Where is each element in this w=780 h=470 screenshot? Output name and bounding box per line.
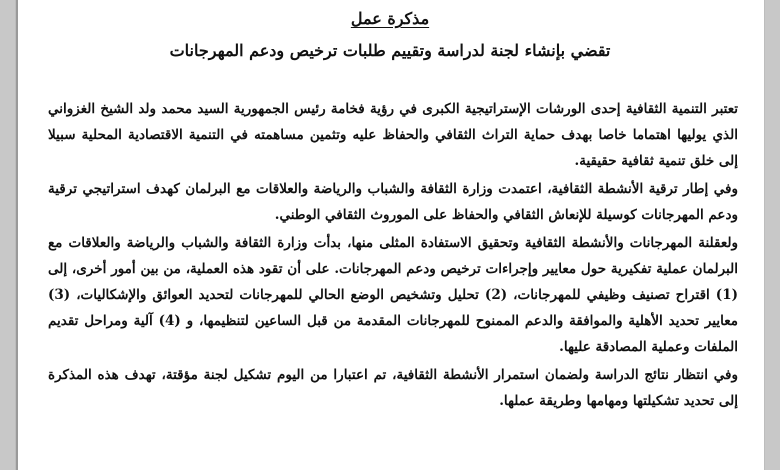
memo-body xyxy=(48,96,738,416)
page-edge xyxy=(16,0,18,470)
paragraph-festival-rationalization: ولعقلنة المهرجانات والأنشطة الثقافية وتحقيق الاستفادة المثلى منها، بدأت وزارة الثقافة والشباب والرياضة والعلاقات مع البرلمان عملية تفكيرية حول معايير وإجراءات ترخيص ودعم المهرجانات. على أن تقود هذه العملية، من بين أمور أخرى، إلى (1) اقتراح تصنيف وظيفي للمهرجانات، (2) تحليل وتشخيص الوضع الحالي للمهرجانات لتحديد العوائق والإشكاليات، (3) معايير تحديد الأهلية والموافقة والدعم الممنوح للمهرجانات المقدمة من قبل الساعين لتنظيمها، و (4) آلية ومراحل تقديم الملفات وعملية المصادقة عليها. xyxy=(48,235,738,355)
paragraph-temporary-committee: وفي انتظار نتائج الدراسة ولضمان استمرار الأنشطة الثقافية، تم اعتبارا من اليوم تشكيل لجنة مؤقتة، تهدف هذه المذكرة إلى تحديد تشكيلتها ومهامها وطريقة عملها. xyxy=(48,367,738,409)
memo-title xyxy=(16,8,764,30)
document-page xyxy=(16,0,764,470)
paragraph-cultural-development: تعتبر التنمية الثقافية إحدى الورشات الإستراتيجية الكبرى في رؤية فخامة رئيس الجمهورية السيد محمد ولد الشيخ الغزواني الذي يوليها اهتماما خاصا بهدف حماية التراث الثقافي والحفاظ عليه وتثمين مساهمته في التنمية الاقتصادية المحلية سبيلا إلى خلق تنمية ثقافية حقيقية. xyxy=(48,101,738,169)
paragraph-festival-promotion: وفي إطار ترقية الأنشطة الثقافية، اعتمدت وزارة الثقافة والشباب والرياضة والعلاقات مع البرلمان كهدف استراتيجي ترقية ودعم المهرجانات كوسيلة للإنعاش الثقافي والحفاظ على الموروث الثقافي الوطني. xyxy=(48,181,738,223)
memo-subtitle: تقضي بإنشاء لجنة لدراسة وتقييم طلبات ترخيص ودعم المهرجانات xyxy=(169,41,611,60)
memo-title-text: مذكرة عمل xyxy=(350,9,430,28)
